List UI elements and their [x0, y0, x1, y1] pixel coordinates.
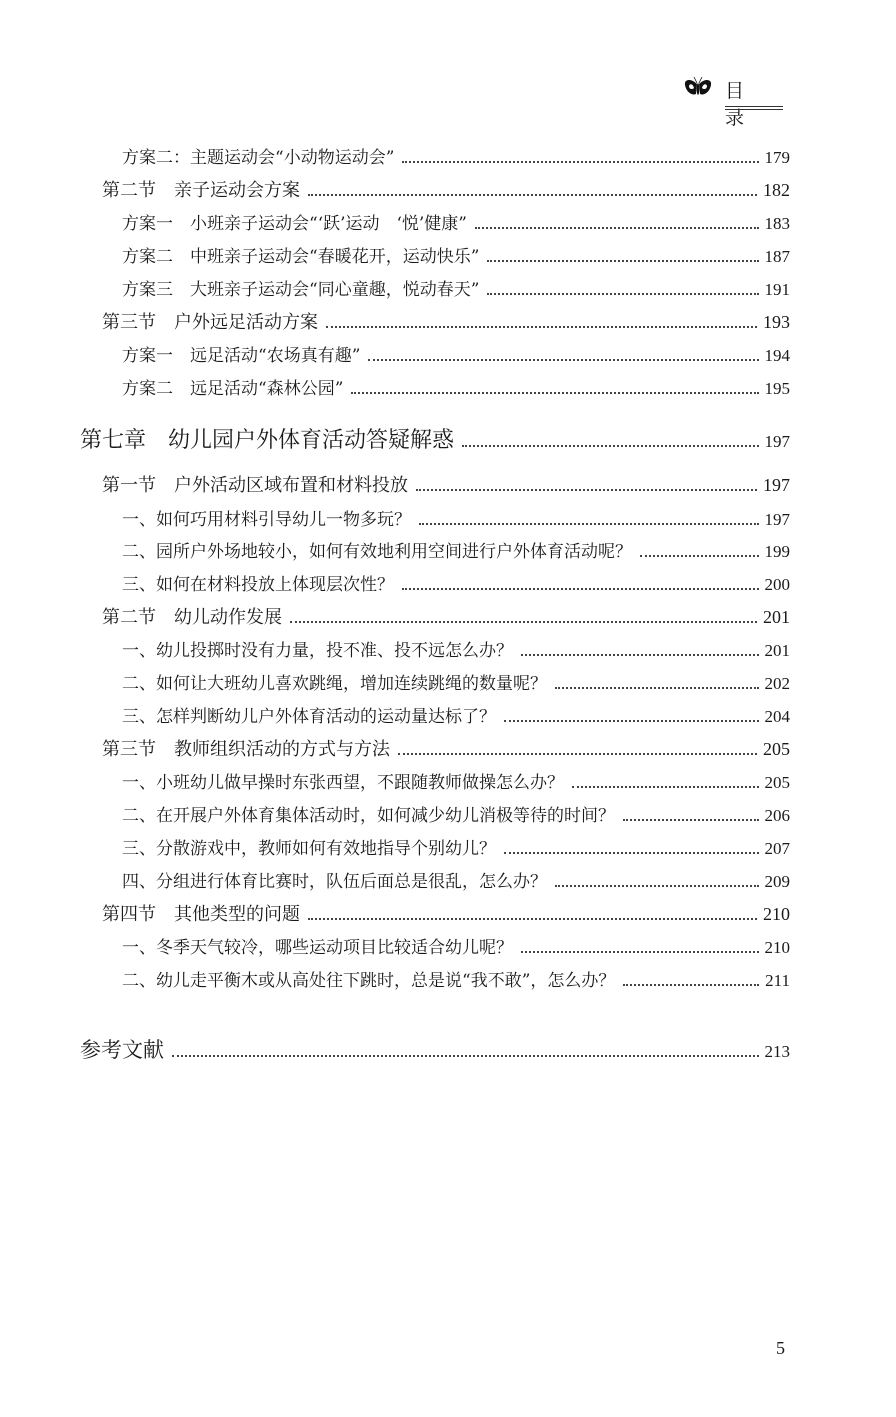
toc-entry-page: 205	[764, 773, 790, 792]
toc-entry-title: 一、幼儿投掷时没有力量，投不准、投不远怎么办？	[122, 641, 513, 661]
toc-entry-page: 210	[763, 904, 790, 924]
toc-entry-title: 方案二 中班亲子运动会“春暖花开，运动快乐”	[122, 247, 480, 267]
toc-entry-page: 179	[764, 148, 790, 167]
toc-entry-title: 第一节 户外活动区域布置和材料投放	[102, 475, 408, 496]
dot-leader	[475, 227, 759, 229]
toc-entry-title: 一、如何巧用材料引导幼儿一物多玩？	[122, 510, 411, 530]
toc-entry-title: 二、园所户外场地较小，如何有效地利用空间进行户外体育活动呢？	[122, 542, 632, 562]
toc-entry-page: 202	[764, 674, 790, 693]
toc-entry-page: 193	[763, 312, 790, 332]
toc-entry-title: 三、怎样判断幼儿户外体育活动的运动量达标了？	[122, 707, 496, 727]
dot-leader	[351, 392, 758, 394]
toc-entry[interactable]	[80, 1034, 790, 1064]
dot-leader	[623, 819, 759, 821]
dot-leader	[572, 786, 759, 788]
toc-entry-page: 197	[763, 475, 790, 495]
dot-leader	[398, 753, 757, 755]
toc-entry[interactable]	[122, 636, 790, 661]
toc-entry-page: 194	[764, 346, 790, 365]
dot-leader	[487, 293, 758, 295]
dot-leader	[402, 588, 759, 590]
toc-entry-page: 195	[764, 379, 790, 398]
toc-entry[interactable]	[122, 702, 790, 727]
dot-leader	[640, 555, 759, 557]
toc-entry-title: 参考文献	[80, 1038, 164, 1062]
dot-leader	[290, 621, 757, 623]
dot-leader	[504, 720, 759, 722]
toc-entry[interactable]	[102, 471, 790, 497]
toc-entry-title: 一、冬季天气较冷，哪些运动项目比较适合幼儿呢？	[122, 938, 513, 958]
dot-leader	[419, 523, 759, 525]
toc-entry-page: 200	[764, 575, 790, 594]
dot-leader	[504, 852, 759, 854]
toc-entry[interactable]	[102, 176, 790, 202]
dot-leader	[555, 885, 759, 887]
toc-entry[interactable]	[122, 669, 790, 694]
dot-leader	[623, 984, 759, 986]
toc-entry[interactable]	[122, 834, 790, 859]
toc-entry-page: 213	[764, 1042, 790, 1061]
toc-entry-title: 方案二 远足活动“森林公园”	[122, 379, 344, 399]
toc-entry-page: 187	[764, 247, 790, 266]
dot-leader	[416, 489, 757, 491]
toc-entry-title: 三、如何在材料投放上体现层次性？	[122, 575, 394, 595]
toc-entry-page: 197	[764, 432, 790, 451]
toc-entry-title: 第二节 幼儿动作发展	[102, 607, 282, 628]
toc-entry-page: 204	[764, 707, 790, 726]
dot-leader	[487, 260, 758, 262]
header-title: 目 录	[725, 80, 763, 129]
dot-leader	[326, 326, 757, 328]
toc-entry-page: 201	[763, 607, 790, 627]
toc-entry-page: 197	[764, 510, 790, 529]
toc-entry[interactable]	[122, 933, 790, 958]
dot-leader	[172, 1055, 759, 1057]
toc-entry-page: 206	[764, 806, 790, 825]
toc-entry-page: 182	[763, 180, 790, 200]
toc-entry[interactable]	[122, 374, 790, 399]
toc-entry[interactable]	[102, 308, 790, 334]
toc-entry-title: 方案一 小班亲子运动会“‘跃’运动 ‘悦’健康”	[122, 214, 467, 234]
toc-entry-page: 201	[764, 641, 790, 660]
toc-entry[interactable]	[122, 341, 790, 366]
toc-entry[interactable]	[122, 242, 790, 267]
toc-entry-title: 第三节 教师组织活动的方式与方法	[102, 739, 390, 760]
toc-entry-page: 207	[764, 839, 790, 858]
toc-entry-title: 第二节 亲子运动会方案	[102, 180, 300, 201]
dot-leader	[521, 654, 759, 656]
dot-leader	[308, 194, 757, 196]
dot-leader	[308, 918, 757, 920]
butterfly-icon	[683, 76, 713, 100]
toc-entry-page: 183	[764, 214, 790, 233]
page-number: 5	[776, 1338, 785, 1358]
toc-entry[interactable]	[102, 603, 790, 629]
toc-entry-title: 二、如何让大班幼儿喜欢跳绳，增加连续跳绳的数量呢？	[122, 674, 547, 694]
toc-entry[interactable]	[122, 209, 790, 234]
toc-entry-title: 第四节 其他类型的问题	[102, 904, 300, 925]
toc-entry-title: 三、分散游戏中，教师如何有效地指导个别幼儿？	[122, 839, 496, 859]
toc-entry-page: 205	[763, 739, 790, 759]
toc-entry-title: 二、幼儿走平衡木或从高处往下跳时，总是说“我不敢”，怎么办？	[122, 971, 616, 991]
toc-entry-page: 199	[764, 542, 790, 561]
running-header	[683, 74, 793, 129]
dot-leader	[462, 445, 758, 447]
toc-entry-title: 方案二：主题运动会“小动物运动会”	[122, 148, 395, 168]
toc-entry[interactable]	[122, 537, 790, 562]
toc-entry[interactable]	[80, 423, 790, 454]
toc-entry[interactable]	[122, 275, 790, 300]
dot-leader	[555, 687, 759, 689]
toc-entry[interactable]	[122, 867, 790, 892]
toc-entry[interactable]	[102, 900, 790, 926]
toc-entry-page: 211	[765, 971, 790, 990]
toc-entry-title: 四、分组进行体育比赛时，队伍后面总是很乱，怎么办？	[122, 872, 547, 892]
toc-entry-title: 第七章 幼儿园户外体育活动答疑解惑	[80, 428, 455, 453]
toc-entry-title: 二、在开展户外体育集体活动时，如何减少幼儿消极等待的时间？	[122, 806, 615, 826]
toc-entry-page: 209	[764, 872, 790, 891]
toc-entry-title: 一、小班幼儿做早操时东张西望，不跟随教师做操怎么办？	[122, 773, 564, 793]
toc-entry-title: 方案一 远足活动“农场真有趣”	[122, 346, 361, 366]
toc-entry-title: 方案三 大班亲子运动会“同心童趣，悦动春天”	[122, 280, 480, 300]
toc-entry[interactable]	[122, 143, 790, 168]
toc-entry[interactable]	[102, 735, 790, 761]
toc-entry[interactable]	[122, 505, 790, 530]
header-underline	[725, 106, 783, 110]
toc-entry-title: 第三节 户外远足活动方案	[102, 312, 318, 333]
toc-entry-page: 210	[764, 938, 790, 957]
dot-leader	[368, 359, 758, 361]
toc-entry[interactable]	[122, 801, 790, 826]
toc-entry[interactable]	[122, 570, 790, 595]
toc-entry-page: 191	[764, 280, 790, 299]
toc-entry[interactable]	[122, 966, 790, 991]
dot-leader	[402, 161, 758, 163]
dot-leader	[521, 951, 759, 953]
toc-entry[interactable]	[122, 768, 790, 793]
